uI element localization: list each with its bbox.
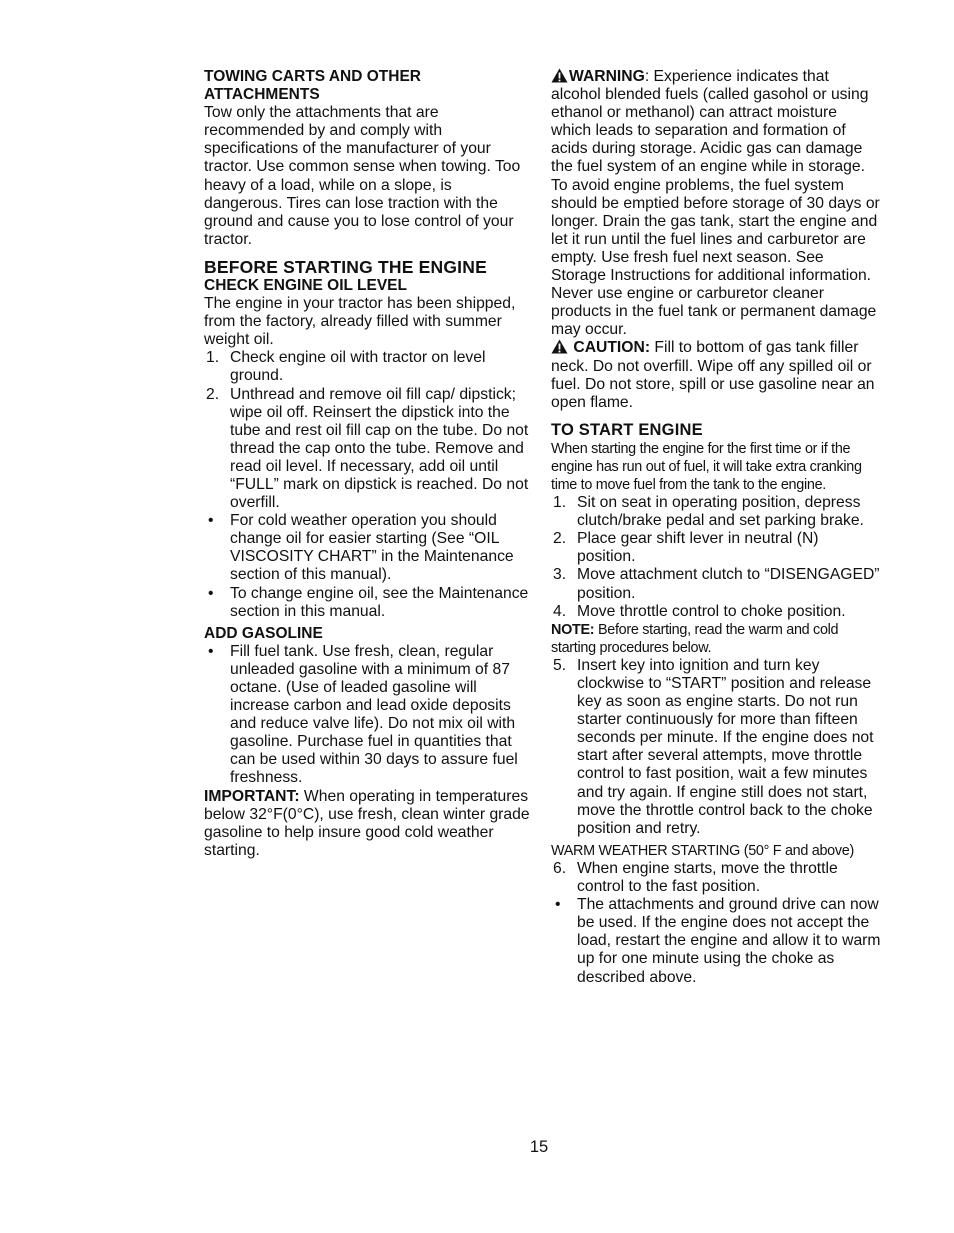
step-number: 5.	[553, 656, 567, 674]
start-steps	[551, 494, 881, 621]
step-number: 1.	[206, 349, 220, 367]
list-item	[204, 643, 530, 788]
list-item	[551, 896, 881, 986]
towing-paragraph: Tow only the attachments that are recommended by and comply with specifications of the manufacturer of your tractor. Use common sense when towing. Too heavy of a load, while on a slope, is dangerous. Tires can lose traction with the ground and cause you to lose control of your tractor.	[204, 104, 521, 248]
list-item	[551, 603, 881, 621]
caution-triangle-icon	[551, 339, 568, 354]
note-text: Before starting, read the warm and cold starting procedures below.	[551, 621, 839, 656]
caution-text: Fill to bottom of gas tank filler neck. Do not overfill. Wipe off any spilled oil or fuel. Do not store, spill or use gasoline near an open flame.	[551, 339, 875, 411]
step-text: Sit on seat in operating position, depress clutch/brake pedal and set parking brake.	[577, 494, 864, 530]
step-number: 1.	[553, 494, 567, 512]
bullet-mark: •	[555, 896, 561, 914]
warm-weather-heading: WARM WEATHER STARTING (50° F and above)	[551, 842, 854, 859]
warning-label: WARNING	[569, 68, 645, 85]
check-oil-intro: The engine in your tractor has been shipped, from the factory, already filled with summer weight oil.	[204, 295, 516, 349]
warning-text: : Experience indicates that alcohol blended fuels (called gasohol or using ethanol or methanol) can attract moisture which leads to separation and formation of acids during storage. Acidic gas can damage the fuel system of an engine while in storage. To avoid engine problems, the fuel system should be emptied before storage of 30 days or longer. Drain the gas tank, start the engine and let it run until the fuel lines and carburetor are empty. Use fresh fuel next season. See Storage Instructions for additional information. Never use engine or carburetor cleaner products in the fuel tank or permanent damage may occur.	[551, 68, 880, 339]
step-number: 2.	[553, 530, 567, 548]
bullet-text: To change engine oil, see the Maintenance section in this manual.	[230, 584, 529, 620]
bullet-text: The attachments and ground drive can now be used. If the engine does not accept the load, restart the engine and allow it to warm up for one minute using the choke as described above.	[577, 896, 881, 986]
before-starting-heading: BEFORE STARTING THE ENGINE	[204, 256, 487, 277]
start-bullets	[551, 896, 881, 986]
to-start-intro: When starting the engine for the first time or if the engine has run out of fuel, it will take extra cranking time to move fuel from the tank to the engine.	[551, 440, 862, 493]
note-paragraph	[551, 621, 881, 657]
add-gasoline-heading: ADD GASOLINE	[204, 624, 323, 642]
list-item	[551, 860, 881, 896]
bullet-mark: •	[208, 642, 214, 660]
note-label: NOTE:	[551, 621, 595, 638]
bullet-mark: •	[208, 584, 214, 602]
bullet-text: Fill fuel tank. Use fresh, clean, regular unleaded gasoline with a minimum of 87 octane. (Use of leaded gasoline will increase carbon and lead oxide deposits and reduce valve life). Do not mix oil with gasoline. Purchase fuel in quantities that can be used within 30 days to assure fuel freshness.	[230, 642, 518, 787]
towing-heading-line-1: TOWING CARTS AND OTHER	[204, 68, 421, 85]
step-text: Move attachment clutch to “DISENGAGED” position.	[577, 566, 880, 602]
bullet-mark: •	[208, 512, 214, 530]
check-oil-heading: CHECK ENGINE OIL LEVEL	[204, 276, 407, 294]
important-paragraph	[204, 788, 530, 860]
step-number: 3.	[553, 566, 567, 584]
bullet-text: For cold weather operation you should change oil for easier starting (See “OIL VISCOSITY CHART” in the Maintenance section of this manual).	[230, 512, 514, 584]
list-item	[551, 494, 881, 530]
step-text: Move throttle control to choke position.	[577, 602, 846, 620]
important-label: IMPORTANT:	[204, 787, 300, 805]
step-text: When engine starts, move the throttle control to the fast position.	[577, 859, 838, 896]
list-item	[204, 349, 530, 385]
step-text: Unthread and remove oil fill cap/ dipstick; wipe oil off. Reinsert the dipstick into the tube and rest oil fill cap on the tube. Do not thread the cap onto the tube. Remove and read oil level. If necessary, add oil until “FULL” mark on dipstick is reached. Do not overfill.	[230, 385, 529, 512]
to-start-heading: TO START ENGINE	[551, 420, 703, 439]
warning-triangle-icon	[551, 68, 568, 83]
list-item	[204, 512, 530, 584]
step-number: 6.	[553, 859, 567, 877]
list-item	[204, 386, 530, 513]
caution-label: CAUTION:	[573, 339, 651, 357]
step-number: 2.	[206, 385, 220, 403]
step-number: 4.	[553, 602, 567, 620]
start-step-6	[551, 860, 881, 896]
check-oil-steps	[204, 349, 530, 512]
caution-paragraph	[551, 339, 881, 411]
list-item	[551, 530, 881, 566]
towing-heading-line-2: ATTACHMENTS	[204, 86, 320, 104]
list-item	[551, 657, 881, 838]
warning-paragraph	[551, 68, 881, 339]
towing-heading	[204, 68, 530, 104]
left-column	[204, 68, 530, 860]
step-text: Check engine oil with tractor on level ground.	[230, 349, 486, 385]
add-gasoline-bullets	[204, 643, 530, 788]
check-oil-bullets	[204, 512, 530, 621]
start-step-5	[551, 657, 881, 838]
step-text: Place gear shift lever in neutral (N) position.	[577, 530, 819, 566]
list-item	[204, 585, 530, 621]
step-text: Insert key into ignition and turn key clockwise to “START” position and release key as soon as engine starts. Do not run starter continuously for more than fifteen seconds per minute. If the engine does not start after several attempts, move throttle control to fast position, wait a few minutes and try again. If engine still does not start, move the throttle control back to the choke position and retry.	[577, 656, 874, 837]
right-column	[551, 68, 881, 987]
important-text: When operating in temperatures below 32°F(0°C), use fresh, clean winter grade gasoline to help insure good cold weather starting.	[204, 787, 530, 859]
page-number: 15	[529, 1138, 549, 1156]
list-item	[551, 566, 881, 602]
